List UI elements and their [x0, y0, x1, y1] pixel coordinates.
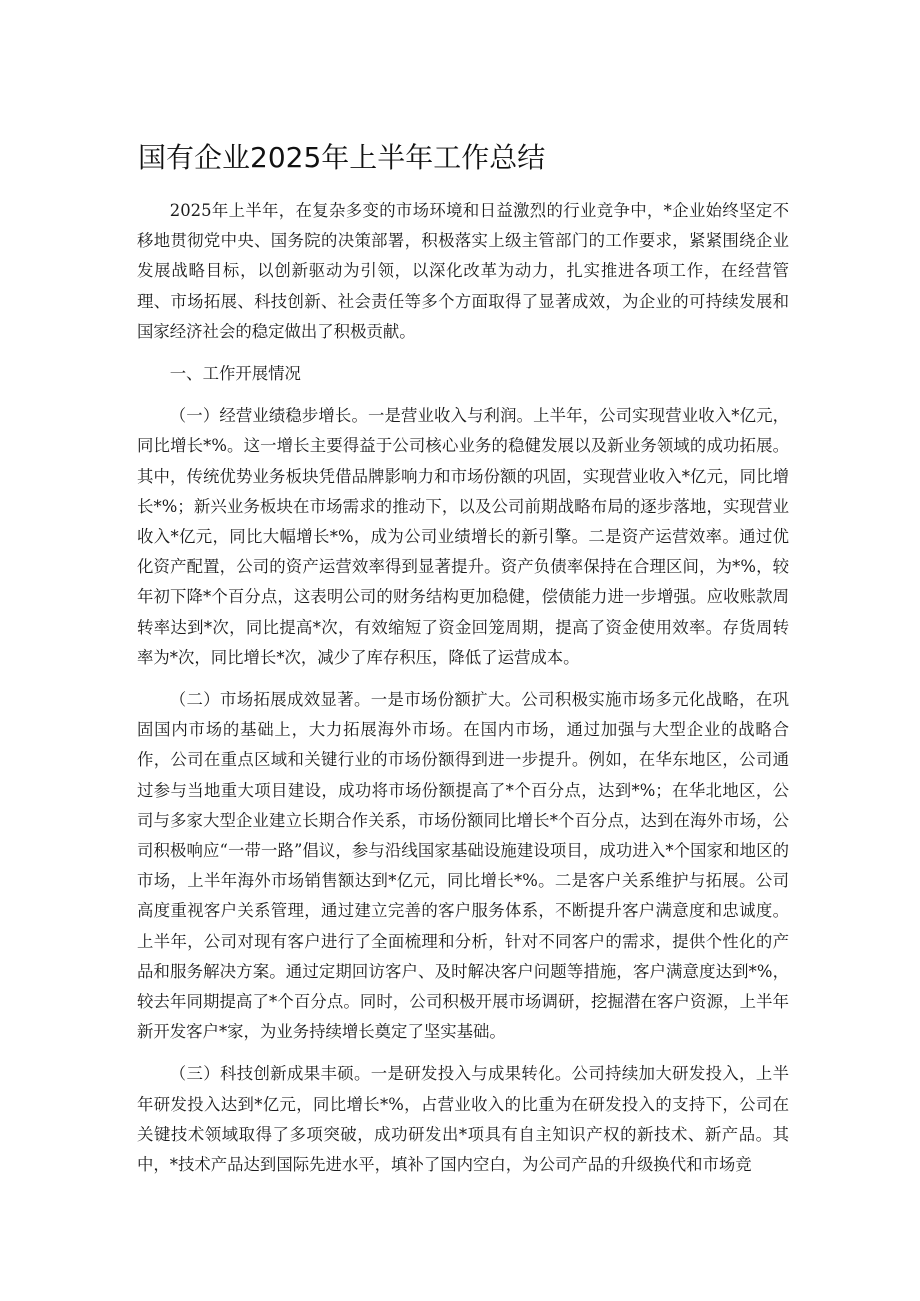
paragraph-tech-innovation: （三）科技创新成果丰硕。一是研发投入与成果转化。公司持续加大研发投入，上半年研发投入达到*亿元，同比增长*%，占营业收入的比重为在研发投入的支持下，公司在关键技术领域取得了多项突破，成功研发出*项具有自主知识产权的新技术、新产品。其中，*技术产品达到国际先进水平，填补了国内空白，为公司产品的升级换代和市场竞: [137, 1064, 789, 1175]
section-heading-work-progress: 一、工作开展情况: [169, 364, 301, 384]
document-body: [137, 196, 789, 1192]
paragraph-operating-performance: （一）经营业绩稳步增长。一是营业收入与利润。上半年，公司实现营业收入*亿元，同比增长*%。这一增长主要得益于公司核心业务的稳健发展以及新业务领域的成功拓展。其中，传统优势业务板块凭借品牌影响力和市场份额的巩固，实现营业收入*亿元，同比增长*%；新兴业务板块在市场需求的推动下，以及公司前期战略布局的逐步落地，实现营业收入*亿元，同比大幅增长*%，成为公司业绩增长的新引擎。二是资产运营效率。通过优化资产配置，公司的资产运营效率得到显著提升。资产负债率保持在合理区间，为*%，较年初下降*个百分点，这表明公司的财务结构更加稳健，偿债能力进一步增强。应收账款周转率达到*次，同比提高*次，有效缩短了资金回笼周期，提高了资金使用效率。存货周转率为*次，同比增长*次，减少了库存积压，降低了运营成本。: [137, 406, 789, 667]
paragraph-market-expansion: （二）市场拓展成效显著。一是市场份额扩大。公司积极实施市场多元化战略，在巩固国内市场的基础上，大力拓展海外市场。在国内市场，通过加强与大型企业的战略合作，公司在重点区域和关键行业的市场份额得到进一步提升。例如，在华东地区，公司通过参与当地重大项目建设，成功将市场份额提高了*个百分点，达到*%；在华北地区，公司与多家大型企业建立长期合作关系，市场份额同比增长*个百分点，达到在海外市场，公司积极响应“一带一路”倡议，参与沿线国家基础设施建设项目，成功进入*个国家和地区的市场，上半年海外市场销售额达到*亿元，同比增长*%。二是客户关系维护与拓展。公司高度重视客户关系管理，通过建立完善的客户服务体系，不断提升客户满意度和忠诚度。上半年，公司对现有客户进行了全面梳理和分析，针对不同客户的需求，提供个性化的产品和服务解决方案。通过定期回访客户、及时解决客户问题等措施，客户满意度达到*%，较去年同期提高了*个百分点。同时，公司积极开展市场调研，挖掘潜在客户资源，上半年新开发客户*家，为业务持续增长奠定了坚实基础。: [137, 690, 789, 1042]
intro-paragraph: 2025年上半年，在复杂多变的市场环境和日益激烈的行业竞争中，*企业始终坚定不移地贯彻党中央、国务院的决策部署，积极落实上级主管部门的工作要求，紧紧围绕企业发展战略目标，以创新驱动为引领，以深化改革为动力，扎实推进各项工作，在经营管理、市场拓展、科技创新、社会责任等多个方面取得了显著成效，为企业的可持续发展和国家经济社会的稳定做出了积极贡献。: [137, 201, 789, 341]
document-title: 国有企业2025年上半年工作总结: [138, 141, 546, 174]
